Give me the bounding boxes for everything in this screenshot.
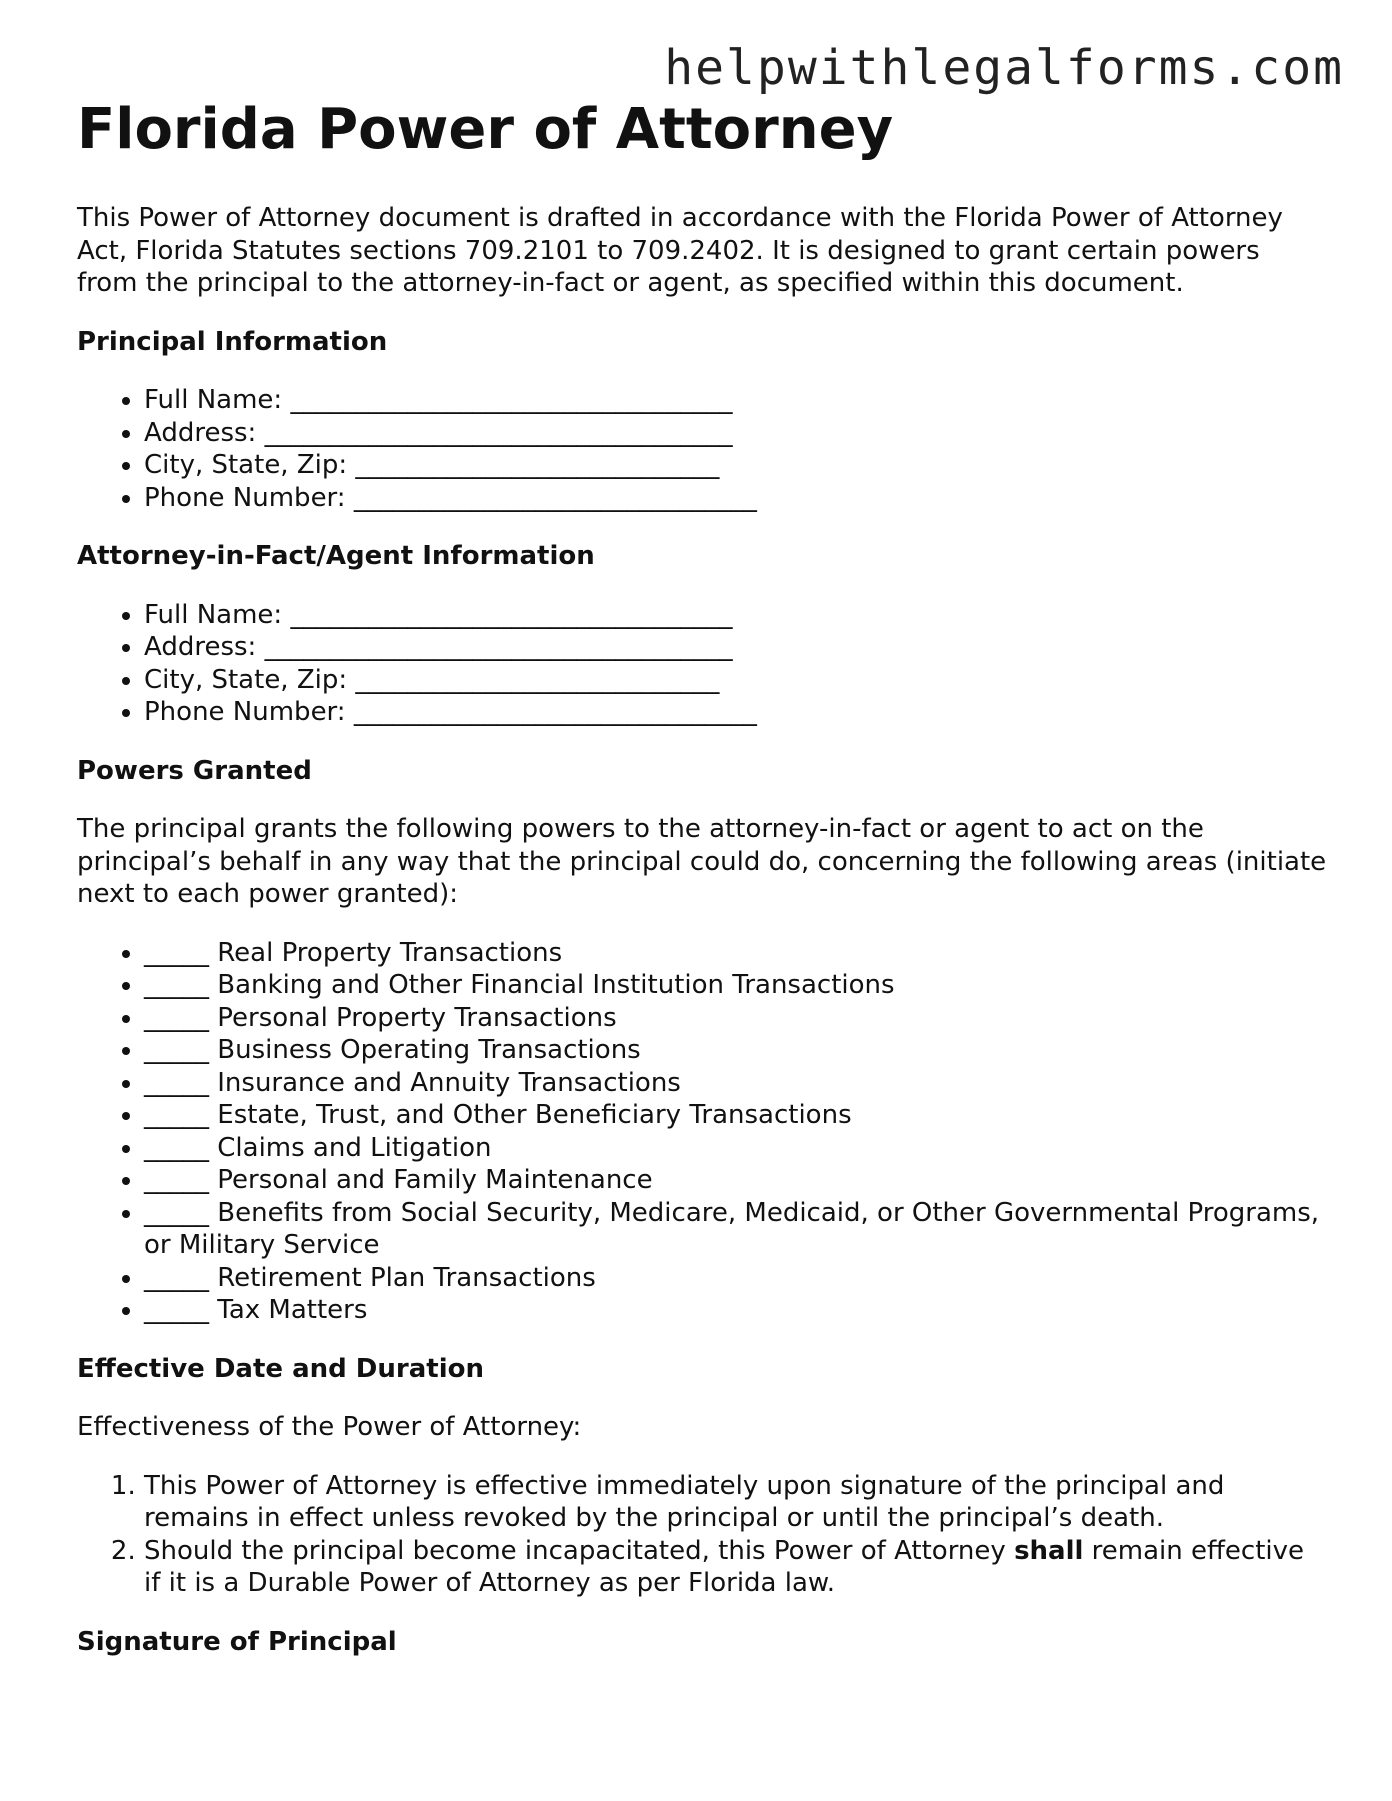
principal-city-state-zip-field: • City, State, Zip: ____________________________ <box>144 449 1327 482</box>
power-item-business-operating: • _____ Business Operating Transactions <box>144 1034 1327 1067</box>
power-item-estate-trust: • _____ Estate, Trust, and Other Beneficiary Transactions <box>144 1099 1327 1132</box>
agent-phone-field: • Phone Number: _______________________________ <box>144 696 1327 729</box>
effective-list <box>77 1470 1327 1600</box>
agent-full-name-field: • Full Name: __________________________________ <box>144 599 1327 632</box>
agent-address-field: • Address: ____________________________________ <box>144 631 1327 664</box>
principal-fields-list <box>77 384 1327 514</box>
power-item-banking: • _____ Banking and Other Financial Institution Transactions <box>144 969 1327 1002</box>
document-page <box>77 98 1327 1684</box>
power-item-real-property: • _____ Real Property Transactions <box>144 937 1327 970</box>
agent-city-state-zip-field: • City, State, Zip: ____________________________ <box>144 664 1327 697</box>
principal-phone-field: • Phone Number: _______________________________ <box>144 482 1327 515</box>
effective-item-incapacity-emphasis: shall <box>1014 1535 1084 1566</box>
effective-item-incapacity-text-start: Should the principal become incapacitated, this Power of Attorney <box>144 1535 1015 1566</box>
site-watermark: helpwithlegalforms.com <box>664 40 1344 96</box>
power-item-government-benefits: • _____ Benefits from Social Security, Medicare, Medicaid, or Other Governmental Programs, or Military Service <box>144 1197 1327 1262</box>
power-item-insurance-annuity: • _____ Insurance and Annuity Transactions <box>144 1067 1327 1100</box>
powers-description: The principal grants the following powers to the attorney-in-fact or agent to act on the principal’s behalf in any way that the principal could do, concerning the following areas (initiate next to each power granted): <box>77 814 1327 910</box>
effective-item-incapacity <box>144 1535 1327 1600</box>
power-item-family-maintenance: • _____ Personal and Family Maintenance <box>144 1164 1327 1197</box>
agent-heading: Attorney-in-Fact/Agent Information <box>77 541 595 572</box>
document-title: Florida Power of Attorney <box>77 97 894 162</box>
power-item-claims-litigation: • _____ Claims and Litigation <box>144 1132 1327 1165</box>
power-item-retirement-plan: • _____ Retirement Plan Transactions <box>144 1262 1327 1295</box>
principal-heading: Principal Information <box>77 326 388 357</box>
agent-fields-list <box>77 599 1327 729</box>
principal-full-name-field: • Full Name: __________________________________ <box>144 384 1327 417</box>
power-item-tax-matters: • _____ Tax Matters <box>144 1294 1327 1327</box>
powers-list <box>77 937 1327 1327</box>
principal-address-field: • Address: ____________________________________ <box>144 417 1327 450</box>
effective-intro: Effectiveness of the Power of Attorney: <box>77 1412 582 1443</box>
intro-paragraph: This Power of Attorney document is drafted in accordance with the Florida Power of Attorney Act, Florida Statutes sections 709.2101 to 709.2402. It is designed to grant certain powers from the principal to the attorney-in-fact or agent, as specified within this document. <box>77 203 1283 299</box>
power-item-personal-property: • _____ Personal Property Transactions <box>144 1002 1327 1035</box>
effective-heading: Effective Date and Duration <box>77 1353 484 1384</box>
powers-heading: Powers Granted <box>77 755 312 786</box>
effective-item-immediate: 1. This Power of Attorney is effective immediately upon signature of the principal and remains in effect unless revoked by the principal or until the principal’s death. <box>144 1470 1327 1535</box>
effective-item-incapacity-text-end: remain effective if it is a Durable Power of Attorney as per Florida law. <box>144 1535 1305 1599</box>
signature-heading: Signature of Principal <box>77 1626 397 1657</box>
